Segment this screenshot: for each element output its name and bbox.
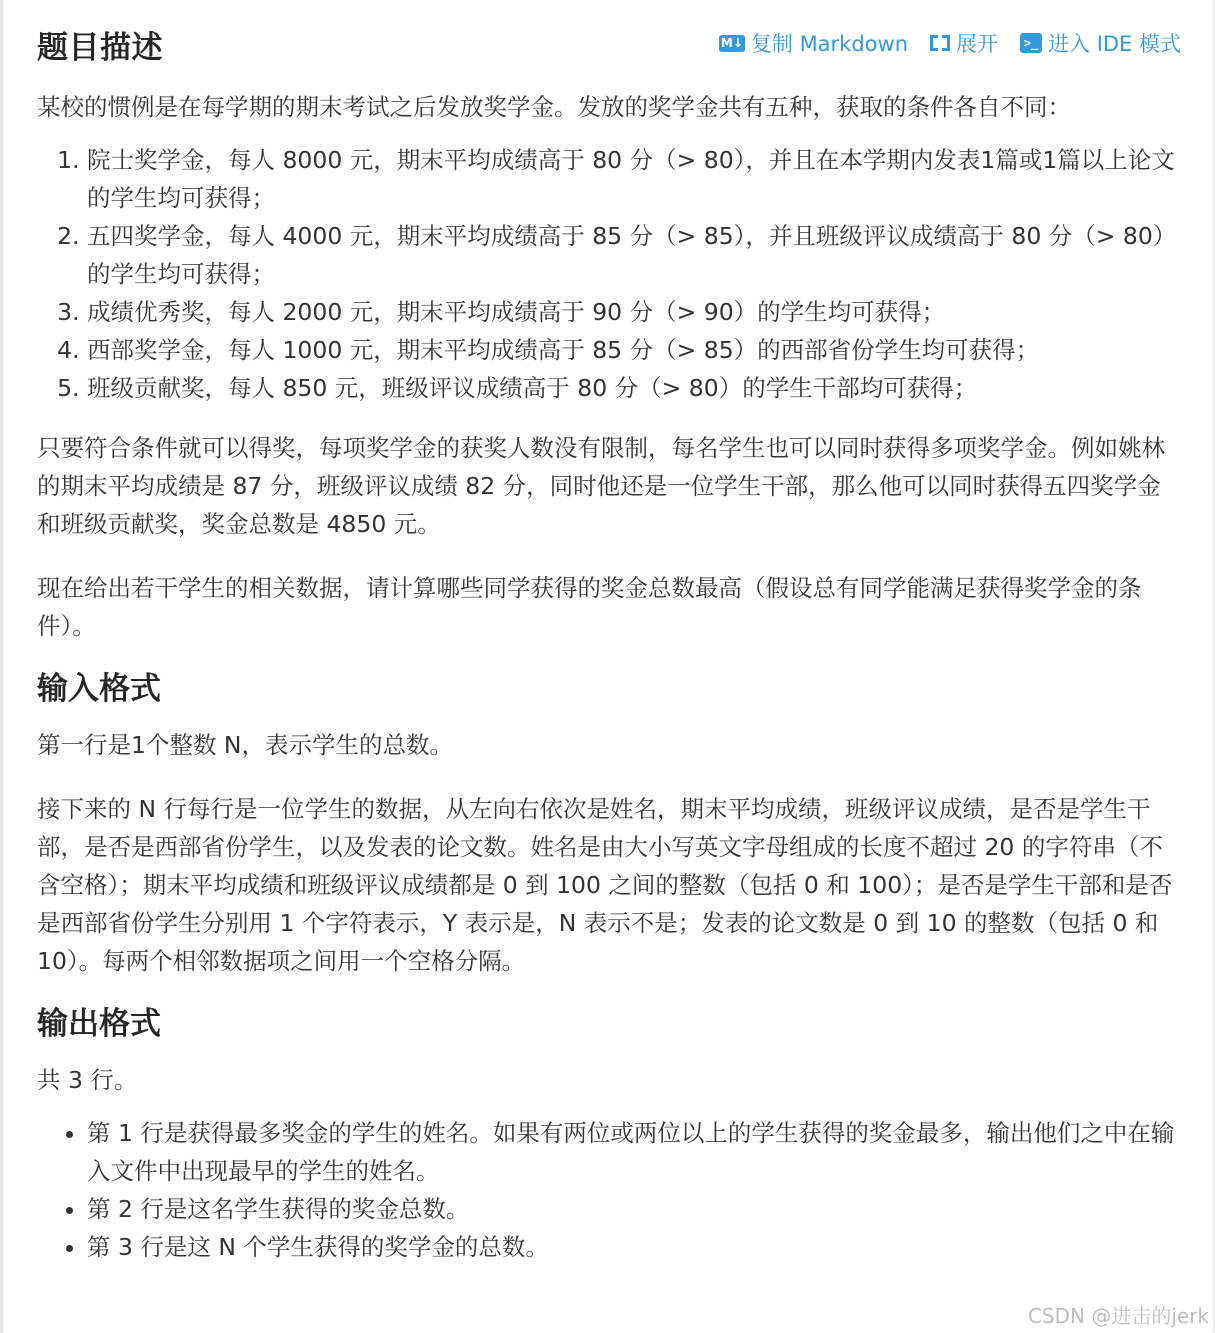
- terminal-icon: >_: [1020, 33, 1042, 53]
- output-item: • 第 1 行是获得最多奖金的学生的姓名。如果有两位或两位以上的学生获得的奖金最多，输出他们之中在输入文件中出现最早的学生的姓名。: [87, 1114, 1177, 1190]
- expand-icon: [930, 35, 950, 51]
- page-title: 题目描述: [37, 30, 163, 66]
- scholarship-rules-list: [37, 141, 1177, 407]
- ide-mode-button[interactable]: [1020, 28, 1181, 58]
- rule-item: 3. 成绩优秀奖，每人 2000 元，期末平均成绩高于 90 分（> 90）的学生均可获得；: [87, 293, 1177, 331]
- description-example: 只要符合条件就可以得奖，每项奖学金的获奖人数没有限制，每名学生也可以同时获得多项奖学金。例如姚林的期末平均成绩是 87 分，班级评议成绩 82 分，同时他还是一位学生干部，那么他可以同时获得五四奖学金和班级贡献奖，奖金总数是 4850 元。: [37, 434, 1165, 538]
- description-section: [37, 88, 1177, 645]
- input-format-line2: 接下来的 N 行每行是一位学生的数据，从左向右依次是姓名，期末平均成绩，班级评议成绩，是否是学生干部，是否是西部省份学生，以及发表的论文数。姓名是由大小写英文字母组成的长度不超过 20 的字符串（不含空格）；期末平均成绩和班级评议成绩都是 0 到 100 之间的整数（包括 0 和 100）；是否是学生干部和是否是西部省份学生分别用 1 个字符表示，Y 表示是，N 表示不是；发表的论文数是 0 到 10 的整数（包括 0 和 10）。每两个相邻数据项之间用一个空格分隔。: [37, 795, 1173, 975]
- output-item: • 第 3 行是这 N 个学生获得的奖学金的总数。: [87, 1228, 1177, 1266]
- watermark: CSDN @进击的jerk: [1027, 1304, 1209, 1328]
- markdown-icon: M↓: [720, 35, 743, 50]
- problem-card: [37, 0, 1181, 1266]
- copy-markdown-label: 复制 Markdown: [750, 32, 909, 56]
- ide-mode-label: 进入 IDE 模式: [1048, 32, 1181, 56]
- rule-item: 1. 院士奖学金，每人 8000 元，期末平均成绩高于 80 分（> 80），并且在本学期内发表1篇或1篇以上论文的学生均可获得；: [87, 141, 1177, 217]
- left-border: [0, 0, 3, 1333]
- description-task: 现在给出若干学生的相关数据，请计算哪些同学获得的奖金总数最高（假设总有同学能满足获得奖学金的条件）。: [37, 574, 1142, 640]
- input-format-line1: 第一行是1个整数 N，表示学生的总数。: [37, 731, 453, 759]
- expand-label: 展开: [956, 32, 999, 56]
- rule-item: 2. 五四奖学金，每人 4000 元，期末平均成绩高于 85 分（> 85），并且班级评议成绩高于 80 分（> 80）的学生均可获得；: [87, 217, 1177, 293]
- input-format-title: 输入格式: [37, 671, 161, 707]
- input-format-section: [37, 663, 1177, 980]
- copy-markdown-button[interactable]: [719, 28, 908, 58]
- output-item: • 第 2 行是这名学生获得的奖金总数。: [87, 1190, 1177, 1228]
- output-format-title: 输出格式: [37, 1006, 161, 1042]
- header: [37, 0, 1181, 80]
- toolbar: [719, 28, 1181, 58]
- rule-item: 5. 班级贡献奖，每人 850 元，班级评议成绩高于 80 分（> 80）的学生干部均可获得；: [87, 369, 1177, 407]
- output-format-summary: 共 3 行。: [37, 1066, 138, 1094]
- description-intro: 某校的惯例是在每学期的期末考试之后发放奖学金。发放的奖学金共有五种，获取的条件各自不同：: [37, 93, 1071, 121]
- output-format-section: [37, 998, 1177, 1266]
- output-format-list: [37, 1114, 1177, 1266]
- expand-button[interactable]: [930, 28, 998, 58]
- rule-item: 4. 西部奖学金，每人 1000 元，期末平均成绩高于 85 分（> 85）的西部省份学生均可获得；: [87, 331, 1177, 369]
